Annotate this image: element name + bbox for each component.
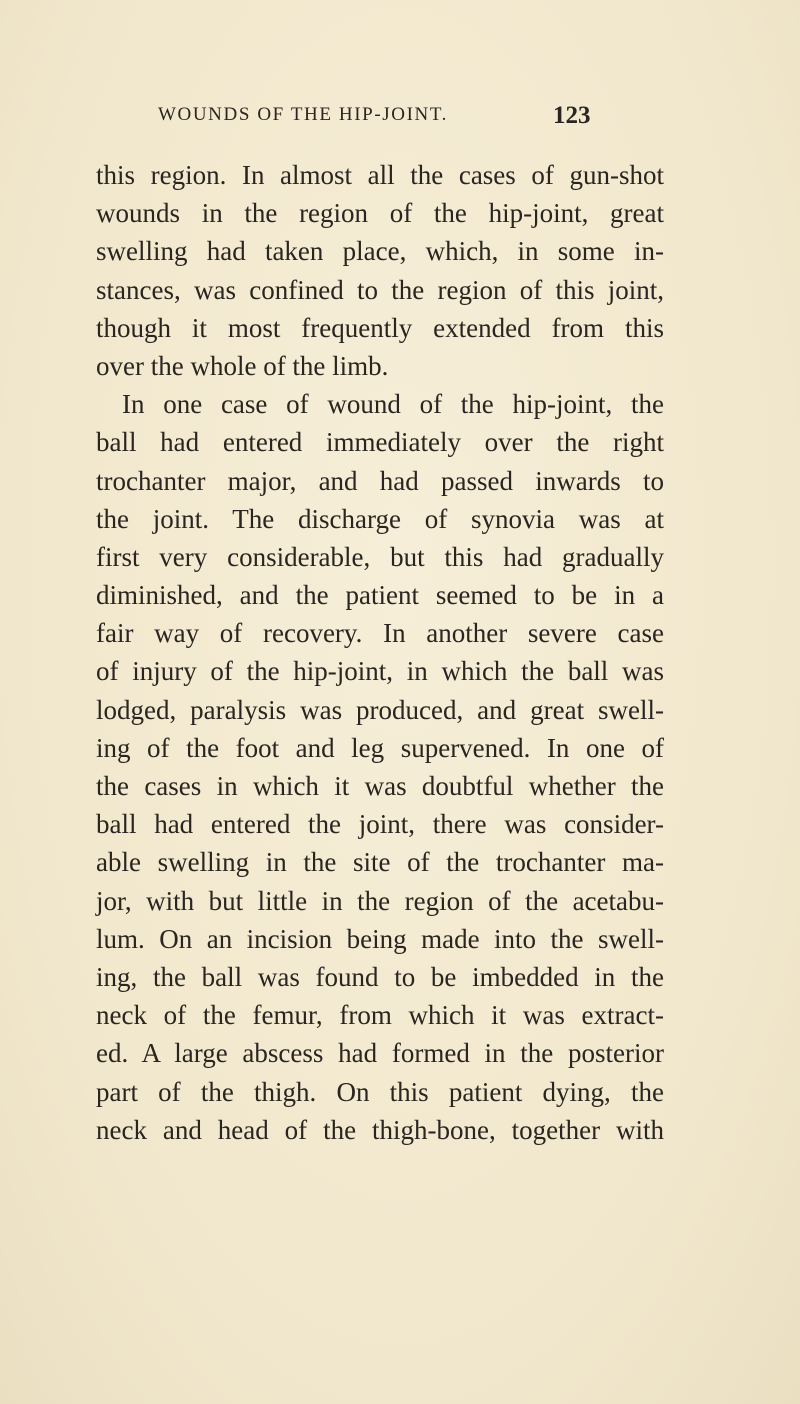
text-line: the joint. The discharge of synovia was at [96,503,664,534]
text-line: ing, the ball was found to be imbedded in the [96,961,664,992]
running-head-title: WOUNDS OF THE HIP-JOINT. [158,104,448,125]
text-line: the cases in which it was doubtful whether the [96,771,664,801]
text-line: ing of the foot and leg supervened. In one of [96,732,664,763]
text-line: neck of the femur, from which it was extract- [96,1000,664,1031]
text-line: swelling had taken place, which, in some in- [96,236,664,267]
text-line: stances, was confined to the region of this joint, [96,274,664,305]
text-line: part of the thigh. On this patient dying, the [96,1076,664,1107]
text-line: first very considerable, but this had gradually [96,541,664,572]
page-number: 123 [553,102,591,129]
text-line: jor, with but little in the region of the acetabu- [96,885,664,916]
text-line: neck and head of the thigh-bone, together with [96,1114,664,1145]
text-line: of injury of the hip-joint, in which the ball was [96,656,664,687]
text-line: ball had entered the joint, there was consider- [96,809,664,840]
text-line: this region. In almost all the cases of gun-shot [96,160,664,190]
paragraph-start-line: In one case of wound of the hip-joint, the [122,389,664,420]
body-text [96,156,664,1149]
text-line: lodged, paralysis was produced, and great swell- [96,694,664,725]
text-line: lum. On an incision being made into the swell- [96,923,664,954]
text-line: able swelling in the site of the trochanter ma- [96,847,664,878]
text-line: trochanter major, and had passed inwards to [96,465,664,496]
text-line: ed. A large abscess had formed in the posterior [96,1038,664,1069]
running-head [0,104,800,134]
text-line: though it most frequently extended from this [96,312,664,343]
text-line: over the whole of the limb. [96,350,389,381]
text-line: fair way of recovery. In another severe case [96,618,664,649]
text-line: ball had entered immediately over the right [96,427,664,458]
text-line: diminished, and the patient seemed to be in a [96,580,664,611]
text-line: wounds in the region of the hip-joint, great [96,198,664,229]
